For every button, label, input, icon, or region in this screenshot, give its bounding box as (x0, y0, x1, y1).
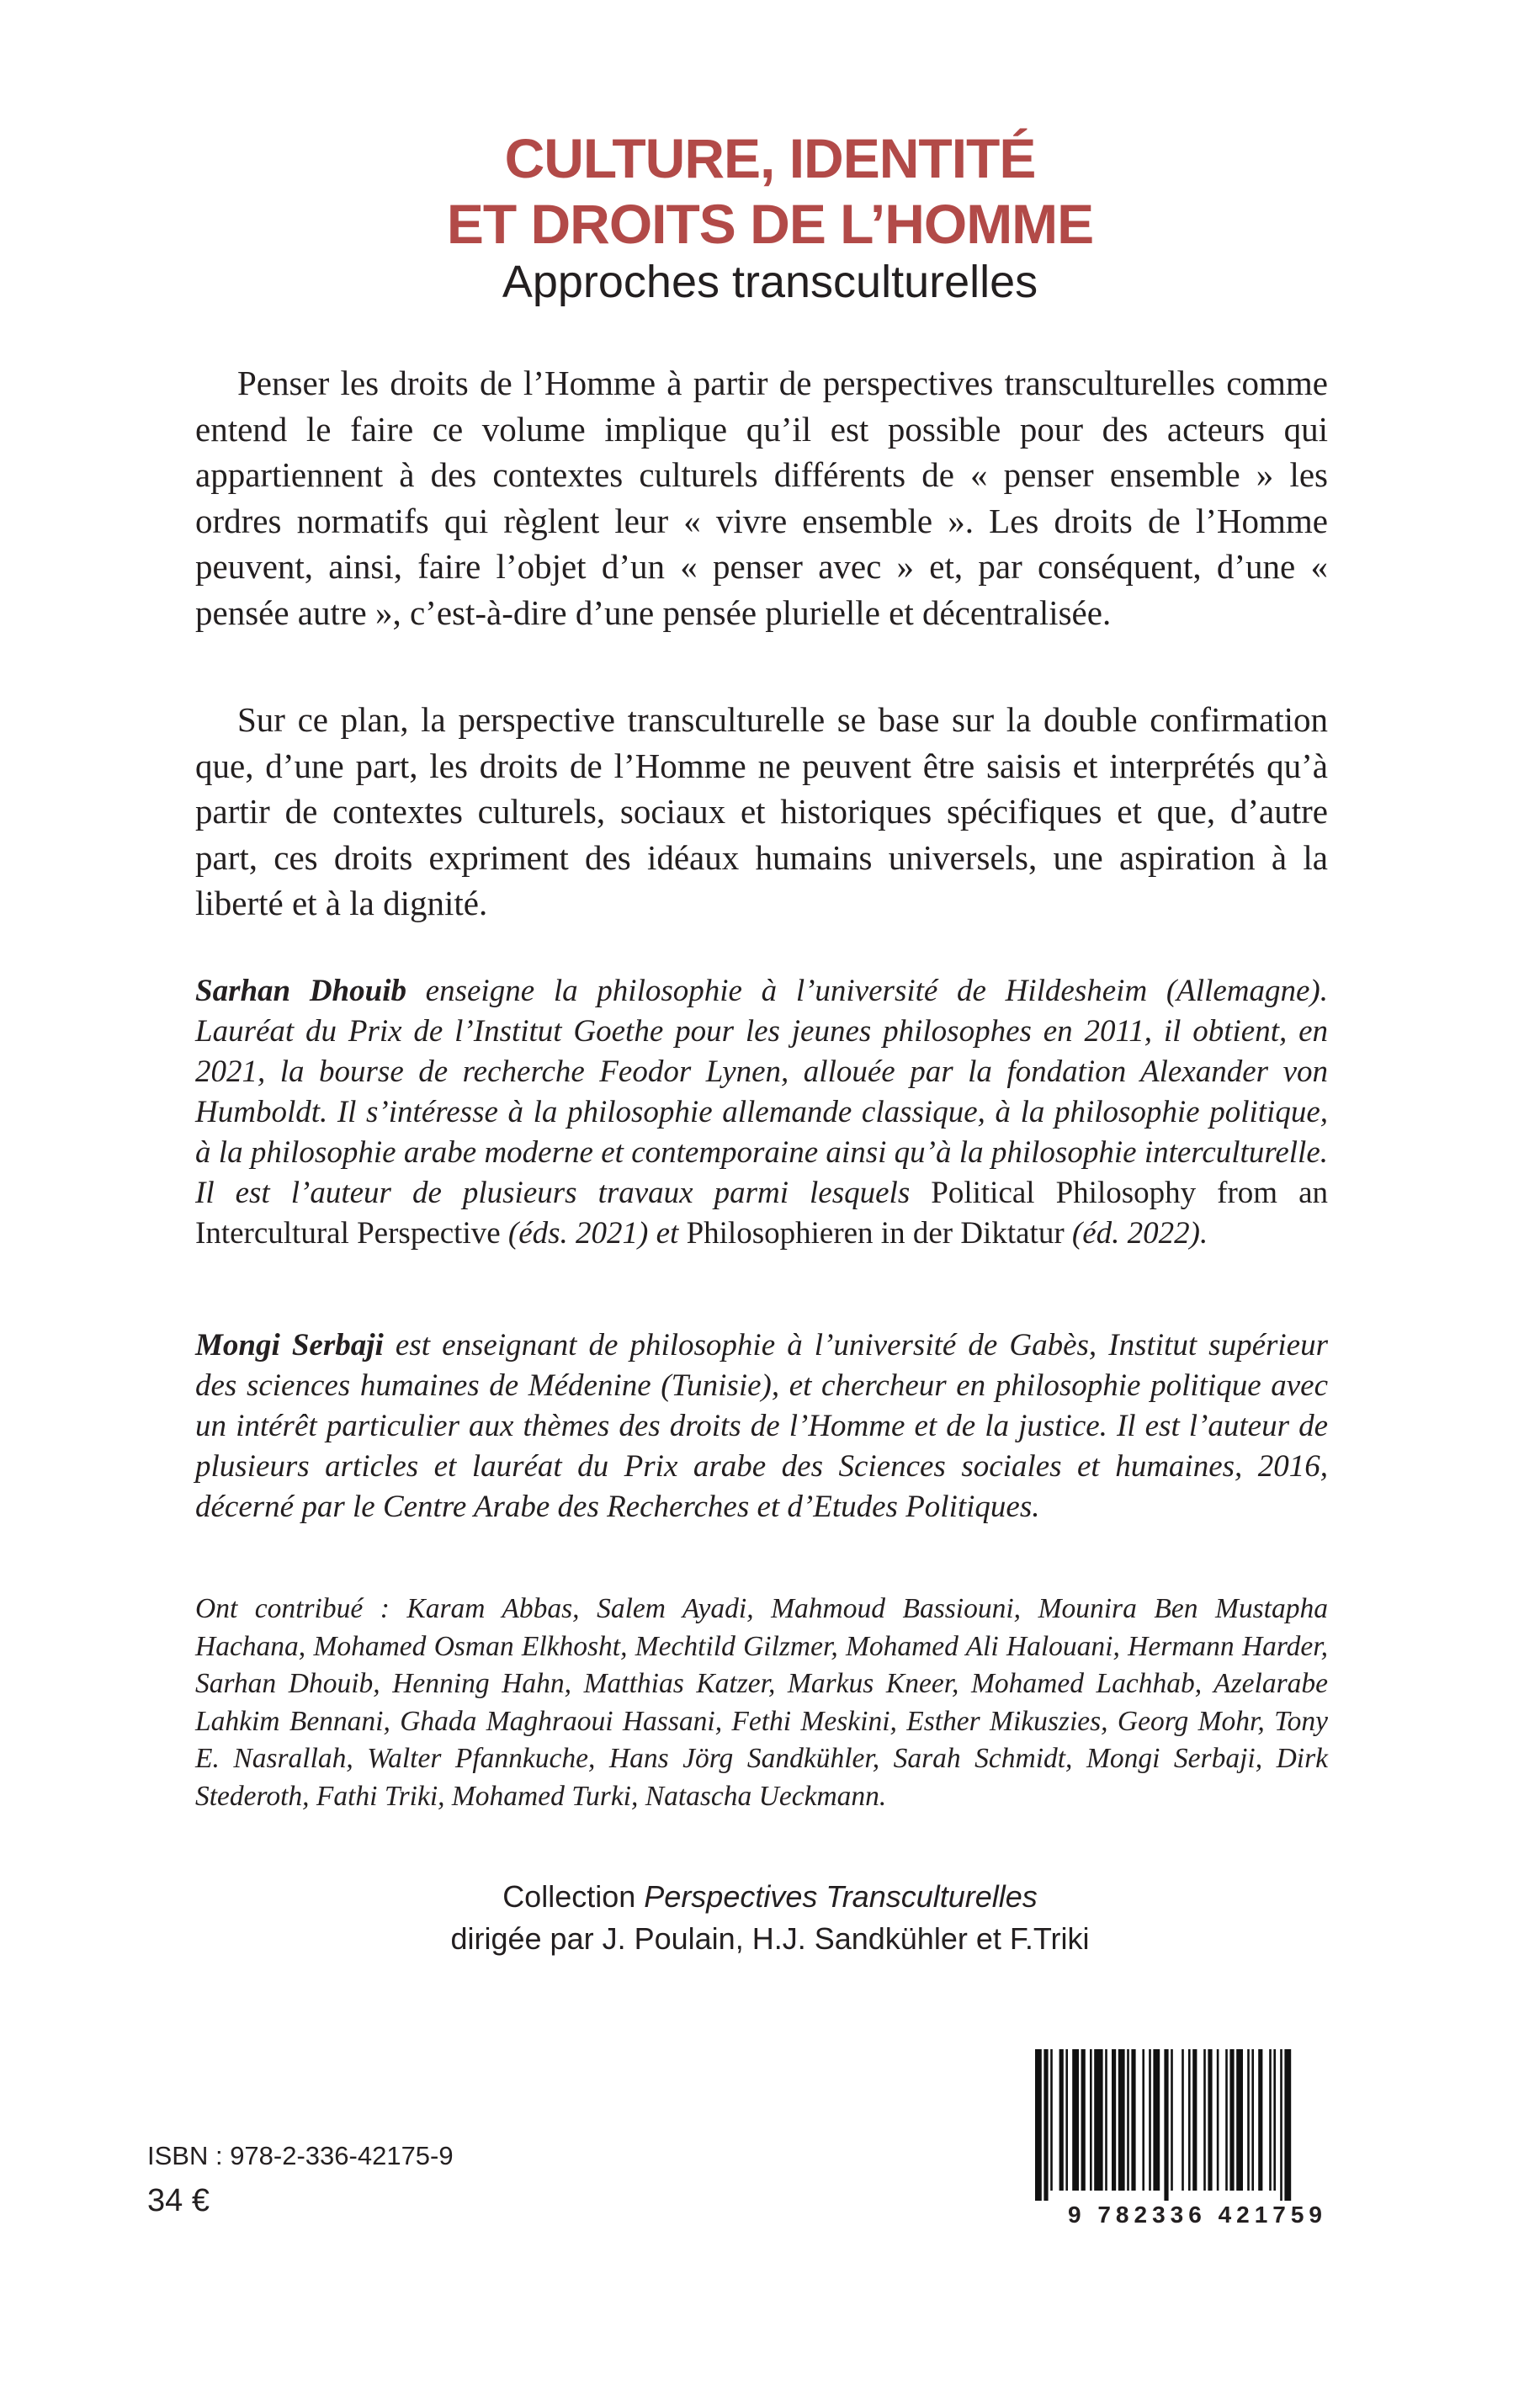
barcode-bar (1112, 2049, 1116, 2191)
barcode-bar (1153, 2049, 1160, 2191)
barcode-bar (1284, 2049, 1291, 2201)
collection-prefix: Collection (502, 1879, 645, 1914)
summary-paragraph-2 (195, 697, 1328, 927)
collection-line (0, 1877, 1540, 1917)
isbn-text: ISBN : 978-2-336-42175-9 (147, 2141, 454, 2170)
barcode-bar (1203, 2049, 1206, 2191)
barcode-bar (1043, 2049, 1048, 2201)
contributors-list: Ont contribué : Karam Abbas, Salem Ayadi, Mahmoud Bassiouni, Mounira Ben Mustapha Hachana, Mohamed Osman Elkhosht, Mechtild Gilzmer, Mohamed Ali Halouani, Hermann Harder, Sarhan Dhouib, Henning Hahn, Matthias Katzer, Markus Kneer, Mohamed Lachhab, Azelarabe Lahkim Bennani, Ghada Maghraoui Hassani, Fethi Meskini, Esther Mikuszies, Georg Mohr, Tony E. Nasrallah, Walter Pfannkuche, Hans Jörg Sandkühler, Sarah Schmidt, Mongi Serbaji, Dirk Stederoth, Fathi Triki, Mohamed Turki, Natascha Ueckmann. (195, 1593, 1328, 1812)
summary-paragraph-2-text: Sur ce plan, la perspective transculturelle se base sur la double confirmation que, d’une part, les droits de l’Homme ne peuvent être saisis et interprétés qu’à partir de contextes culturels, sociaux et historiques spécifiques et que, d’autre part, ces droits expriment des idéaux humains universels, une aspiration à la liberté et à la dignité. (195, 700, 1328, 922)
barcode-bar (1229, 2049, 1234, 2191)
work-title: Political Philosophy from an Intercultural Perspective (195, 1176, 1328, 1251)
work-title: Philosophieren in der Diktatur (686, 1216, 1065, 1251)
barcode-bar (1105, 2049, 1107, 2191)
author-bio-text: (éds. 2021) et (500, 1216, 687, 1251)
barcode-icon (1032, 2049, 1363, 2226)
barcode-bar (1208, 2049, 1212, 2191)
barcode-bar (1225, 2049, 1228, 2191)
book-subtitle: Approches transculturelles (502, 257, 1038, 307)
barcode-digits: 9 782336 421759 (1068, 2202, 1327, 2228)
summary-paragraph-1-text: Penser les droits de l’Homme à partir de perspectives transculturelles comme entend le faire ce volume implique qu’il est possible pour des acteurs qui appartiennent à des contextes culturels différents de « penser ensemble » les ordres normatifs qui règlent leur « vivre ensemble ». Les droits de l’Homme peuvent, ainsi, faire l’objet d’un « penser avec » et, par conséquent, d’une « pensée autre », c’est-à-dire d’une pensée plurielle et décentralisée. (195, 364, 1328, 632)
barcode-bar (1188, 2049, 1191, 2191)
barcode-bar (1171, 2049, 1173, 2191)
barcode-bar (1142, 2049, 1144, 2191)
barcode-bar (1258, 2049, 1262, 2191)
barcode-bar (1164, 2049, 1168, 2201)
author-bio-text: est enseignant de philosophie à l’université de Gabès, Institut supérieur des sciences humaines de Médenine (Tunisie), et chercheur en philosophie politique avec un intérêt particulier aux thèmes des droits de l’Homme et de la justice. Il est l’auteur de plusieurs articles et lauréat du Prix arabe des Sciences sociales et humaines, 2016, décerné par le Centre Arabe des Recherches et d’Etudes Politiques. (195, 1328, 1329, 1524)
author-bio-text: enseigne la philosophie à l’université de Hildesheim (Allemagne). Lauréat du Prix de l’Institut Goethe pour les jeunes philosophes en 2011, il obtient, en 2021, la bourse de recherche Feodor Lynen, allouée par la fondation Alexander von Humboldt. Il s’intéresse à la philosophie allemande classique, à la philosophie politique, à la philosophie arabe moderne et contemporaine ainsi qu’à la philosophie interculturelle. Il est l’auteur de plusieurs travaux parmi lesquels (195, 974, 1328, 1210)
barcode-bar (1273, 2049, 1276, 2191)
barcode-bar (1072, 2049, 1079, 2191)
barcode-bar (1236, 2049, 1243, 2191)
barcode-bar (1059, 2049, 1064, 2191)
barcode-bar (1251, 2049, 1254, 2191)
barcode-bar (1065, 2049, 1068, 2191)
barcode-bar (1118, 2049, 1125, 2191)
author-bio-serbaji (195, 1325, 1328, 1527)
barcode-bar (1192, 2049, 1197, 2191)
barcode-bar (1131, 2049, 1135, 2191)
collection-name: Perspectives Transculturelles (644, 1879, 1038, 1914)
barcode-bar (1247, 2049, 1250, 2191)
author-bio-dhouib (195, 971, 1328, 1254)
author-name: Mongi Serbaji (195, 1328, 384, 1362)
barcode-bar (1182, 2049, 1184, 2191)
price-text: 34 € (147, 2183, 210, 2218)
summary-paragraph-1 (195, 360, 1328, 635)
barcode-bar (1090, 2049, 1092, 2191)
barcode-bar (1217, 2049, 1219, 2191)
barcode-bar (1280, 2049, 1282, 2201)
barcode-bar (1127, 2049, 1129, 2191)
book-title-line-1: CULTURE, IDENTITÉ (504, 127, 1036, 189)
barcode-bar (1035, 2049, 1042, 2201)
book-title-line-2: ET DROITS DE L’HOMME (446, 193, 1094, 255)
author-name: Sarhan Dhouib (195, 974, 406, 1008)
barcode-bar (1149, 2049, 1151, 2191)
barcode-bar (1050, 2049, 1053, 2191)
collection-editors: dirigée par J. Poulain, H.J. Sandkühler et F.Triki (450, 1921, 1090, 1956)
barcode-bar (1094, 2049, 1102, 2191)
author-bio-text: (éd. 2022). (1064, 1216, 1208, 1251)
barcode-bar (1269, 2049, 1272, 2191)
barcode-bar (1081, 2049, 1086, 2191)
